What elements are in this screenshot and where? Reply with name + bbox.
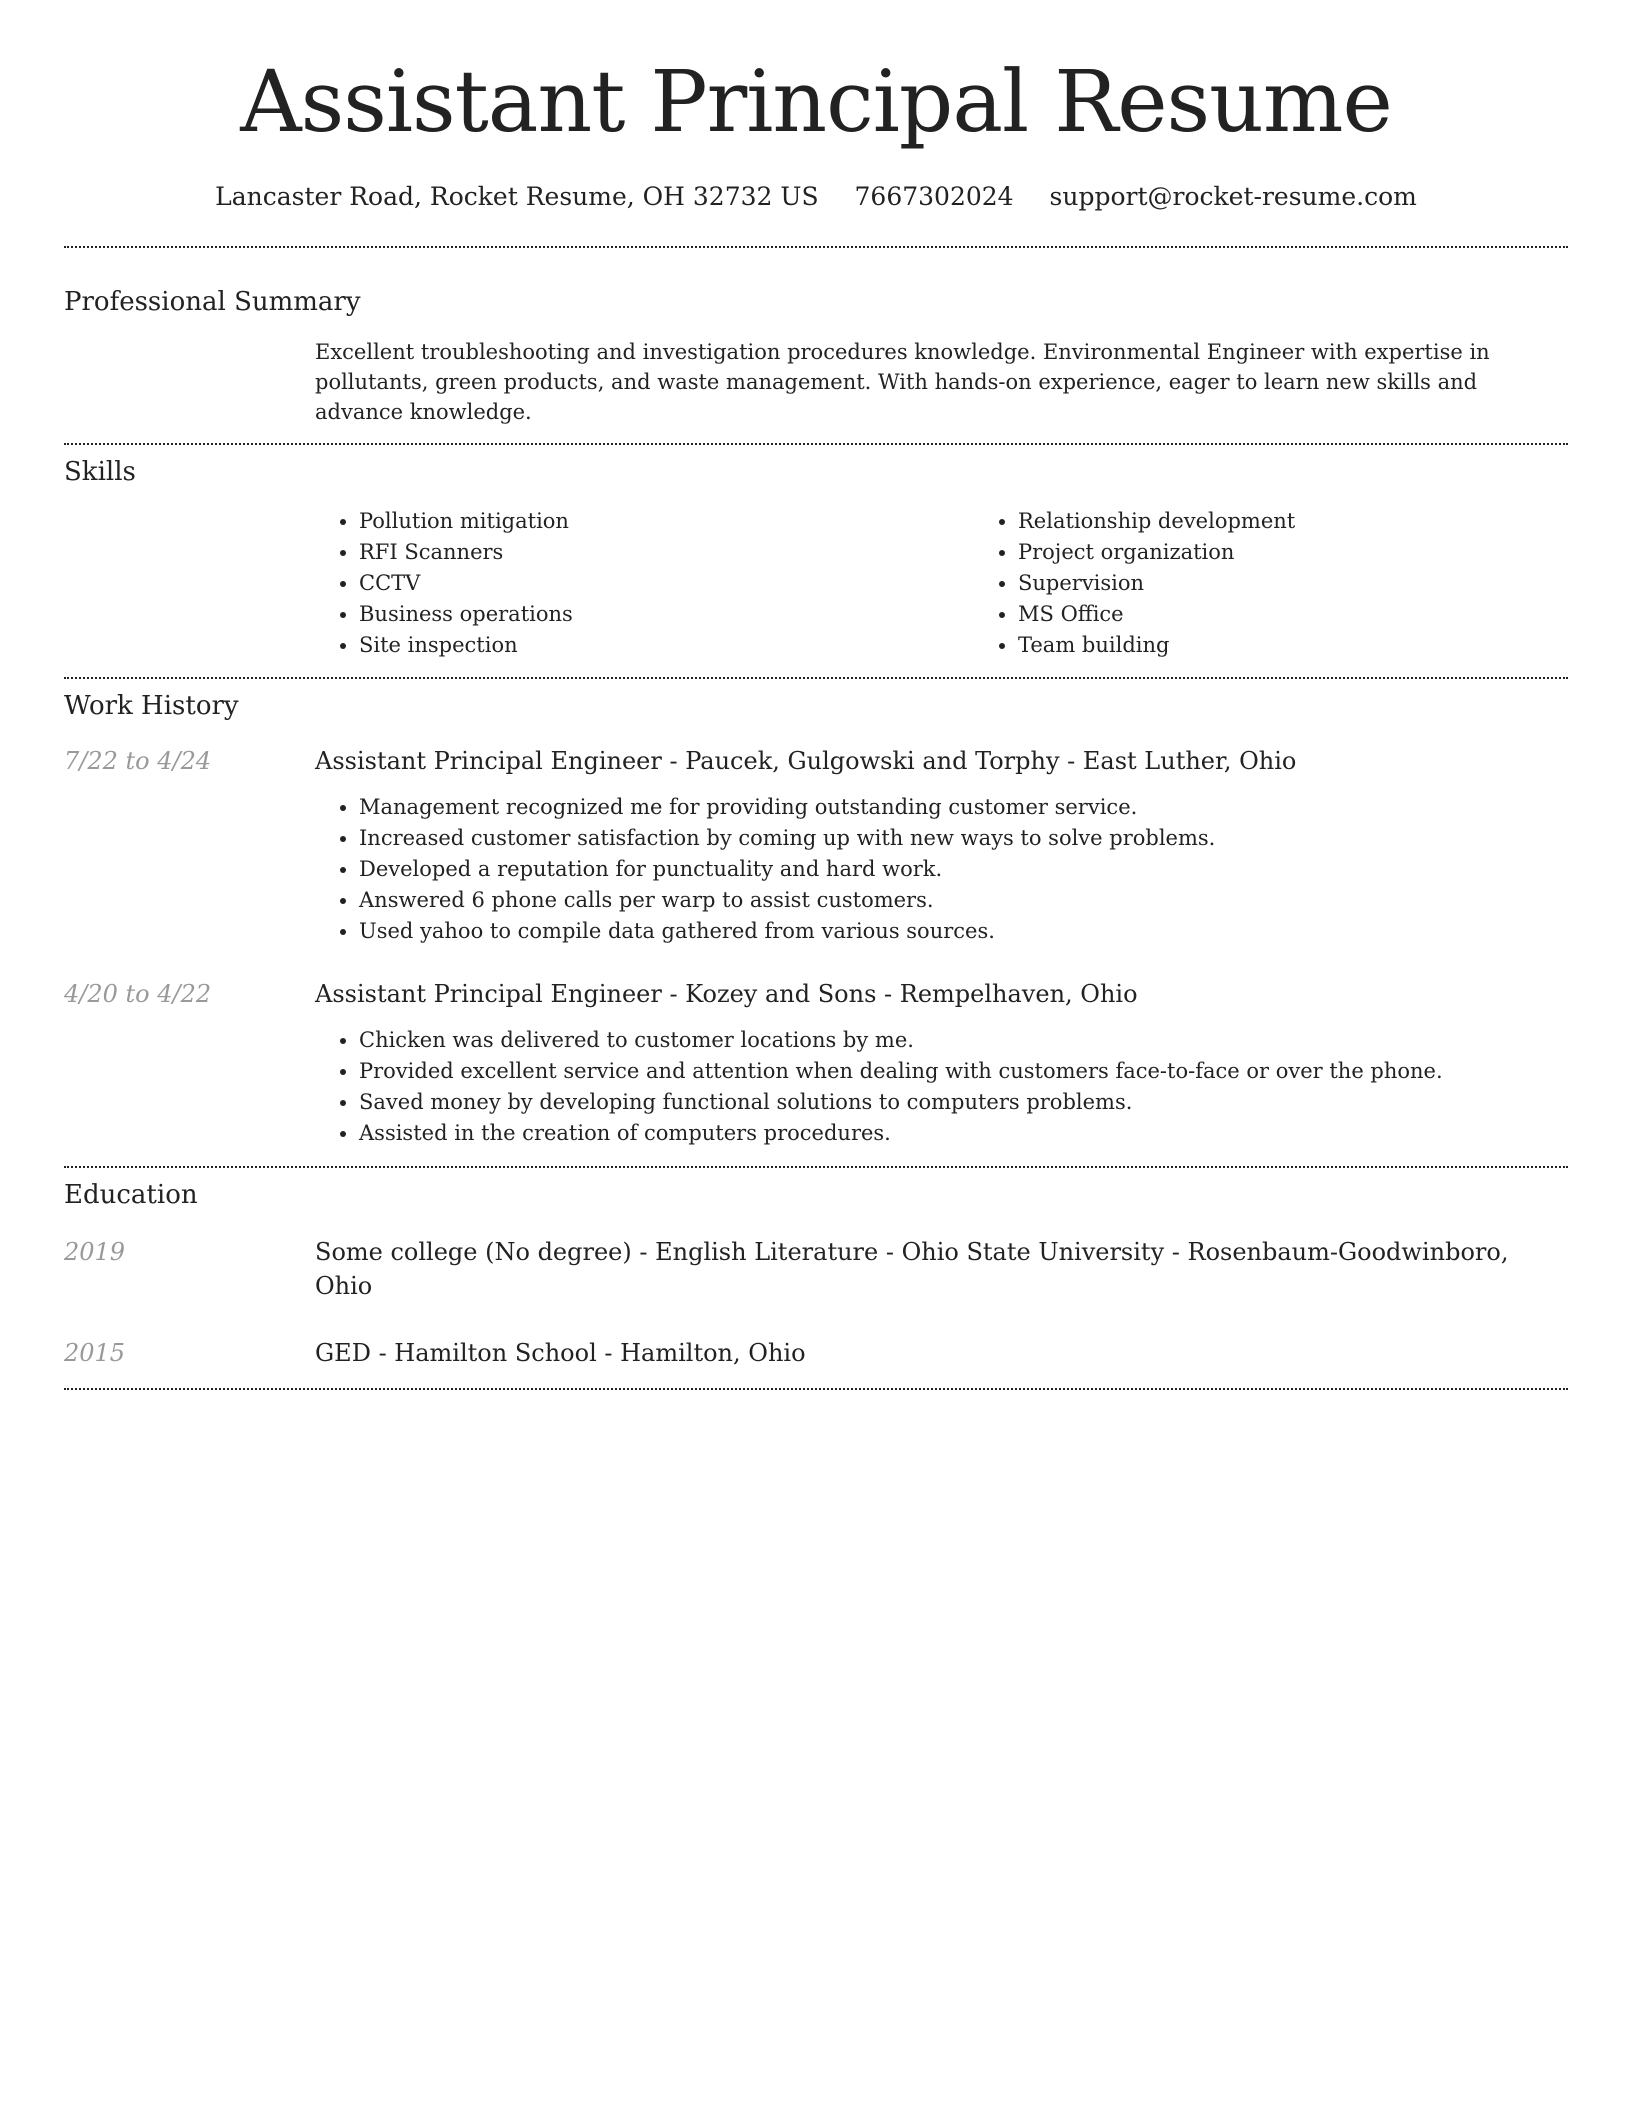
- job-bullet: • Developed a reputation for punctuality and hard work.: [359, 854, 1568, 885]
- contact-line: [64, 180, 1568, 214]
- job-details: [315, 744, 1568, 947]
- skill-item: • Relationship development: [1018, 506, 1632, 537]
- job-bullet: • Answered 6 phone calls per warp to assist customers.: [359, 885, 1568, 916]
- work-heading: Work History: [64, 691, 239, 721]
- job-entry: [64, 977, 1568, 1149]
- job-bullet: • Used yahoo to compile data gathered from various sources.: [359, 916, 1568, 947]
- skills-columns: [315, 506, 1632, 661]
- job-bullet: • Management recognized me for providing outstanding customer service.: [359, 792, 1568, 823]
- skill-item: • Pollution mitigation: [359, 506, 974, 537]
- skill-item: • Project organization: [1018, 537, 1632, 568]
- job-bullet: • Provided excellent service and attention when dealing with customers face-to-face or over the phone.: [359, 1056, 1568, 1087]
- skill-item: • Business operations: [359, 599, 974, 630]
- divider: [64, 443, 1568, 445]
- skill-item: • RFI Scanners: [359, 537, 974, 568]
- job-bullets: [315, 792, 1568, 947]
- divider: [64, 677, 1568, 679]
- education-text: Some college (No degree) - English Literature - Ohio State University - Rosenbaum-Goodwinboro, Ohio: [315, 1238, 1509, 1300]
- job-bullet: • Chicken was delivered to customer locations by me.: [359, 1025, 1568, 1056]
- skill-item: • MS Office: [1018, 599, 1632, 630]
- summary-text: Excellent troubleshooting and investigation procedures knowledge. Environmental Engineer with expertise in pollutants, green products, and waste management. With hands-on experience, eager to learn new skills and advance knowledge.: [315, 340, 1490, 424]
- job-dates: 4/20 to 4/22: [64, 980, 212, 1008]
- skill-item: • Team building: [1018, 630, 1632, 661]
- job-dates: 7/22 to 4/24: [64, 747, 212, 775]
- education-entry: [64, 1235, 1568, 1303]
- resume-title: Assistant Principal Resume: [240, 53, 1392, 152]
- job-details: [315, 977, 1568, 1149]
- job-entry: [64, 744, 1568, 947]
- education-heading: Education: [64, 1180, 198, 1210]
- job-title: Assistant Principal Engineer - Paucek, Gulgowski and Torphy - East Luther, Ohio: [315, 747, 1297, 775]
- job-title: Assistant Principal Engineer - Kozey and Sons - Rempelhaven, Ohio: [315, 980, 1138, 1008]
- job-bullets: [315, 1025, 1568, 1149]
- summary-row: [64, 337, 1568, 427]
- skills-row: [64, 506, 1568, 661]
- skill-item: • Site inspection: [359, 630, 974, 661]
- resume-page: [64, 0, 1568, 1390]
- divider: [64, 246, 1568, 248]
- summary-spacer: [64, 337, 315, 427]
- education-year: 2019: [64, 1238, 126, 1266]
- education-year: 2015: [64, 1339, 126, 1367]
- skills-spacer: [64, 506, 315, 661]
- job-bullet: • Assisted in the creation of computers procedures.: [359, 1118, 1568, 1149]
- education-text: GED - Hamilton School - Hamilton, Ohio: [315, 1339, 806, 1367]
- contact-email: support@rocket-resume.com: [1049, 182, 1417, 211]
- job-bullet: • Saved money by developing functional solutions to computers problems.: [359, 1087, 1568, 1118]
- job-bullet: • Increased customer satisfaction by coming up with new ways to solve problems.: [359, 823, 1568, 854]
- skills-list-right: [974, 506, 1632, 661]
- skill-item: • Supervision: [1018, 568, 1632, 599]
- divider: [64, 1166, 1568, 1168]
- summary-heading: Professional Summary: [64, 287, 361, 317]
- contact-address: Lancaster Road, Rocket Resume, OH 32732 US: [215, 182, 819, 211]
- contact-phone: 7667302024: [854, 182, 1014, 211]
- education-entry: [64, 1336, 1568, 1370]
- skills-list-left: [315, 506, 974, 661]
- divider: [64, 1388, 1568, 1390]
- skill-item: • CCTV: [359, 568, 974, 599]
- skills-heading: Skills: [64, 457, 136, 487]
